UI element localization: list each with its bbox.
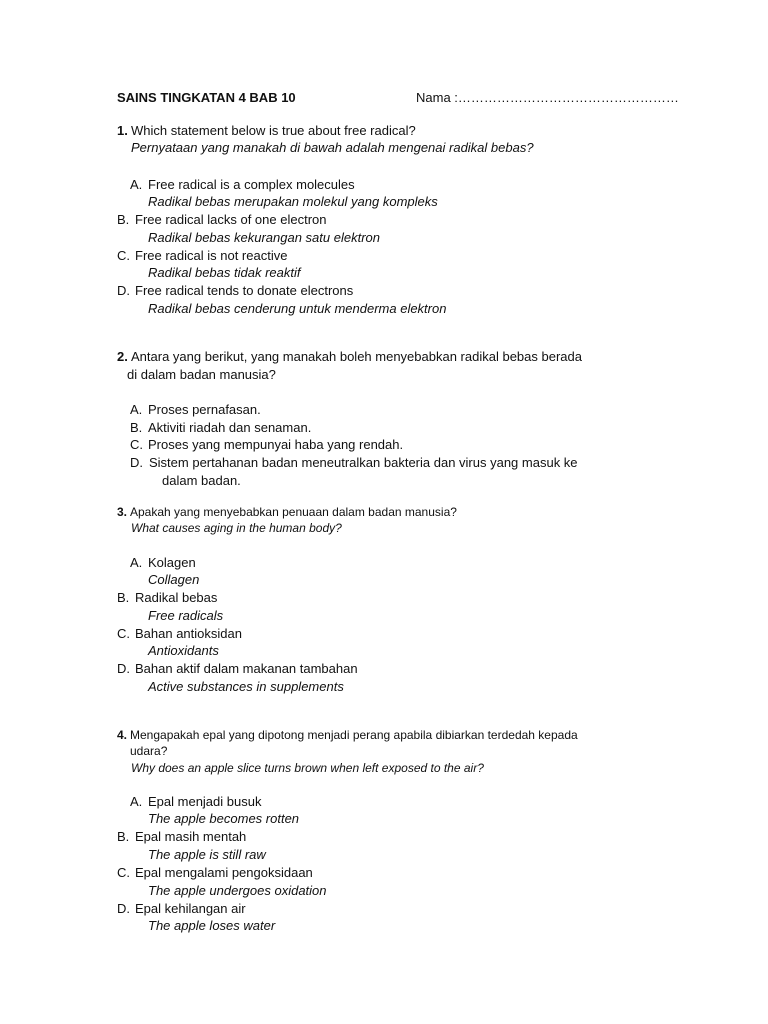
option-c-en: The apple undergoes oxidation (148, 883, 327, 898)
option-letter: A. (130, 177, 143, 192)
name-field-label: Nama :…………………………………………… (416, 90, 679, 105)
option-d-text: Sistem pertahanan badan meneutralkan bakteria dan virus yang masuk ke (149, 455, 578, 470)
question-text-line1: Antara yang berikut, yang manakah boleh menyebabkan radikal bebas berada (131, 349, 582, 364)
option-a-text: Proses pernafasan. (148, 402, 261, 417)
option-letter: B. (117, 212, 130, 227)
option-c-text: Proses yang mempunyai haba yang rendah. (148, 437, 404, 452)
option-letter: B. (117, 590, 130, 605)
option-d-ms: Radikal bebas cenderung untuk menderma elektron (148, 301, 447, 316)
question-text-line2: di dalam badan manusia? (127, 367, 276, 382)
option-b-en: Free radical lacks of one electron (135, 212, 327, 227)
option-letter: C. (117, 865, 130, 880)
question-number: 1. (117, 123, 128, 138)
option-letter: A. (130, 555, 143, 570)
question-text-ms: Pernyataan yang manakah di bawah adalah mengenai radikal bebas? (131, 140, 534, 155)
option-a-en: Free radical is a complex molecules (148, 177, 355, 192)
option-letter: C. (117, 248, 130, 263)
question-text-ms: Apakah yang menyebabkan penuaan dalam badan manusia? (130, 505, 457, 519)
question-number: 4. (117, 728, 128, 742)
option-letter: D. (117, 661, 130, 676)
option-a-en: Collagen (148, 572, 200, 587)
option-letter: D. (117, 283, 130, 298)
option-b-en: Free radicals (148, 608, 224, 623)
option-letter: C. (117, 626, 130, 641)
question-number: 3. (117, 505, 128, 519)
question-text-en: Why does an apple slice turns brown when left exposed to the air? (131, 761, 484, 775)
question-text-ms-line1: Mengapakah epal yang dipotong menjadi perang apabila dibiarkan terdedah kepada (130, 728, 578, 742)
option-letter: A. (130, 794, 143, 809)
option-b-ms: Radikal bebas (135, 590, 218, 605)
option-a-ms: Epal menjadi busuk (148, 794, 262, 809)
option-letter: A. (130, 402, 143, 417)
option-a-ms: Radikal bebas merupakan molekul yang kompleks (148, 194, 438, 209)
option-letter: C. (130, 437, 143, 452)
option-c-en: Antioxidants (148, 643, 219, 658)
question-text-en: Which statement below is true about free radical? (131, 123, 416, 138)
option-c-ms: Epal mengalami pengoksidaan (135, 865, 313, 880)
option-d-text-cont: dalam badan. (162, 473, 241, 488)
option-d-en: Active substances in supplements (148, 679, 344, 694)
option-d-en: The apple loses water (148, 918, 276, 933)
option-letter: D. (130, 455, 143, 470)
option-c-ms: Radikal bebas tidak reaktif (148, 265, 301, 280)
option-d-ms: Bahan aktif dalam makanan tambahan (135, 661, 358, 676)
option-d-en: Free radical tends to donate electrons (135, 283, 354, 298)
option-b-en: The apple is still raw (148, 847, 266, 862)
option-d-ms: Epal kehilangan air (135, 901, 246, 916)
option-letter: D. (117, 901, 130, 916)
question-text-ms-line2: udara? (130, 744, 168, 758)
option-b-ms: Radikal bebas kekurangan satu elektron (148, 230, 380, 245)
worksheet-title: SAINS TINGKATAN 4 BAB 10 (117, 90, 296, 105)
option-c-ms: Bahan antioksidan (135, 626, 242, 641)
option-b-ms: Epal masih mentah (135, 829, 247, 844)
option-letter: B. (117, 829, 130, 844)
question-text-en: What causes aging in the human body? (131, 521, 342, 535)
option-a-ms: Kolagen (148, 555, 196, 570)
option-b-text: Aktiviti riadah dan senaman. (148, 420, 312, 435)
option-letter: B. (130, 420, 143, 435)
option-a-en: The apple becomes rotten (148, 811, 300, 826)
question-number: 2. (117, 349, 128, 364)
option-c-en: Free radical is not reactive (135, 248, 288, 263)
